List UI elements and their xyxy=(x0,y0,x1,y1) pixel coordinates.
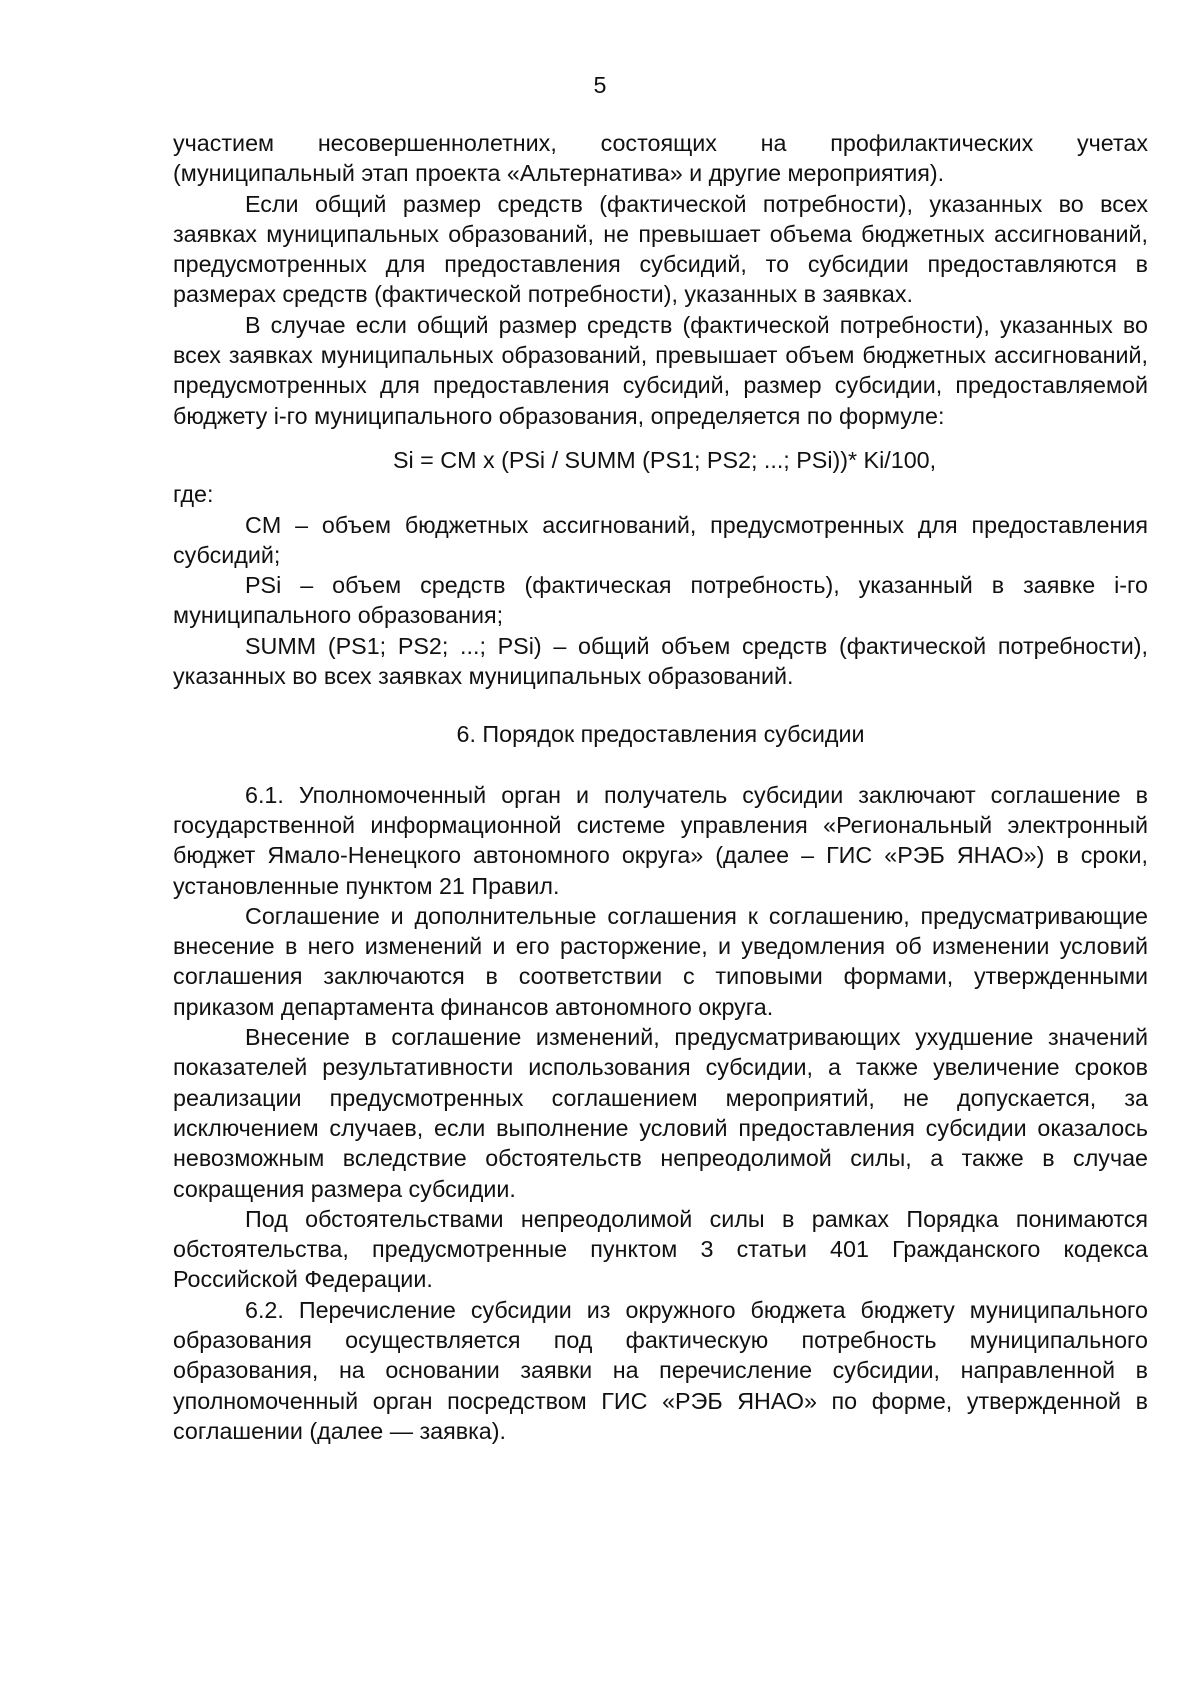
formula: Si = CM x (PSi / SUMM (PS1; PS2; ...; PSi))* Ki/100, xyxy=(393,446,937,473)
section-heading: 6. Порядок предоставления субсидии xyxy=(456,721,865,748)
definition-item: PSi – объем средств (фактическая потребность), указанный в заявке i-го муниципального образования; xyxy=(173,572,1148,629)
document-body xyxy=(173,128,1148,1446)
paragraph: Внесение в соглашение изменений, предусматривающих ухудшение значений показателей результативности использования субсидии, а также увеличение сроков реализации предусмотренных соглашением мероприятий, не допускается, за исключением случаев, если выполнение условий предоставления субсидии оказалось невозможным вследствие обстоятельств непреодолимой силы, а также в случае сокращения размера субсидии. xyxy=(173,1024,1148,1202)
paragraph: 6.1. Уполномоченный орган и получатель субсидии заключают соглашение в государственной информационной системе управления «Региональный электронный бюджет Ямало-Ненецкого автономного округа» (далее – ГИС «РЭБ ЯНАО») в сроки, установленные пунктом 21 Правил. xyxy=(173,781,1148,899)
paragraph: Соглашение и дополнительные соглашения к соглашению, предусматривающие внесение в него изменений и его расторжение, и уведомления об изменении условий соглашения заключаются в соответствии с типовыми формами, утвержденными приказом департамента финансов автономного округа. xyxy=(173,902,1148,1020)
paragraph-continuation: участием несовершеннолетних, состоящих на профилактических учетах (муниципальный этап проекта «Альтернатива» и другие мероприятия). xyxy=(173,130,1148,187)
definition-item: SUMM (PS1; PS2; ...; PSi) – общий объем средств (фактической потребности), указанных во всех заявках муниципальных образований. xyxy=(173,632,1148,690)
definition-item: CM – объем бюджетных ассигнований, предусмотренных для предоставления субсидий; xyxy=(173,511,1148,568)
paragraph: Если общий размер средств (фактической потребности), указанных во всех заявках муниципальных образований, не превышает объема бюджетных ассигнований, предусмотренных для предоставления субсидий, то субсидии предоставляются в размерах средств (фактической потребности), указанных в заявках. xyxy=(173,190,1148,308)
page-number: 5 xyxy=(593,72,607,98)
where-label: где: xyxy=(173,481,214,508)
paragraph: Под обстоятельствами непреодолимой силы в рамках Порядка понимаются обстоятельства, предусмотренные пунктом 3 статьи 401 Гражданского кодекса Российской Федерации. xyxy=(173,1205,1148,1293)
paragraph: В случае если общий размер средств (фактической потребности), указанных во всех заявках муниципальных образований, превышает объем бюджетных ассигнований, предусмотренных для предоставления субсидий, размер субсидии, предоставляемой бюджету i-го муниципального образования, определяется по формуле: xyxy=(173,311,1148,429)
paragraph: 6.2. Перечисление субсидии из окружного бюджета бюджету муниципального образования осуществляется под фактическую потребность муниципального образования, на основании заявки на перечисление субсидии, направленной в уполномоченный орган посредством ГИС «РЭБ ЯНАО» по форме, утвержденной в соглашении (далее — заявка). xyxy=(173,1296,1148,1444)
